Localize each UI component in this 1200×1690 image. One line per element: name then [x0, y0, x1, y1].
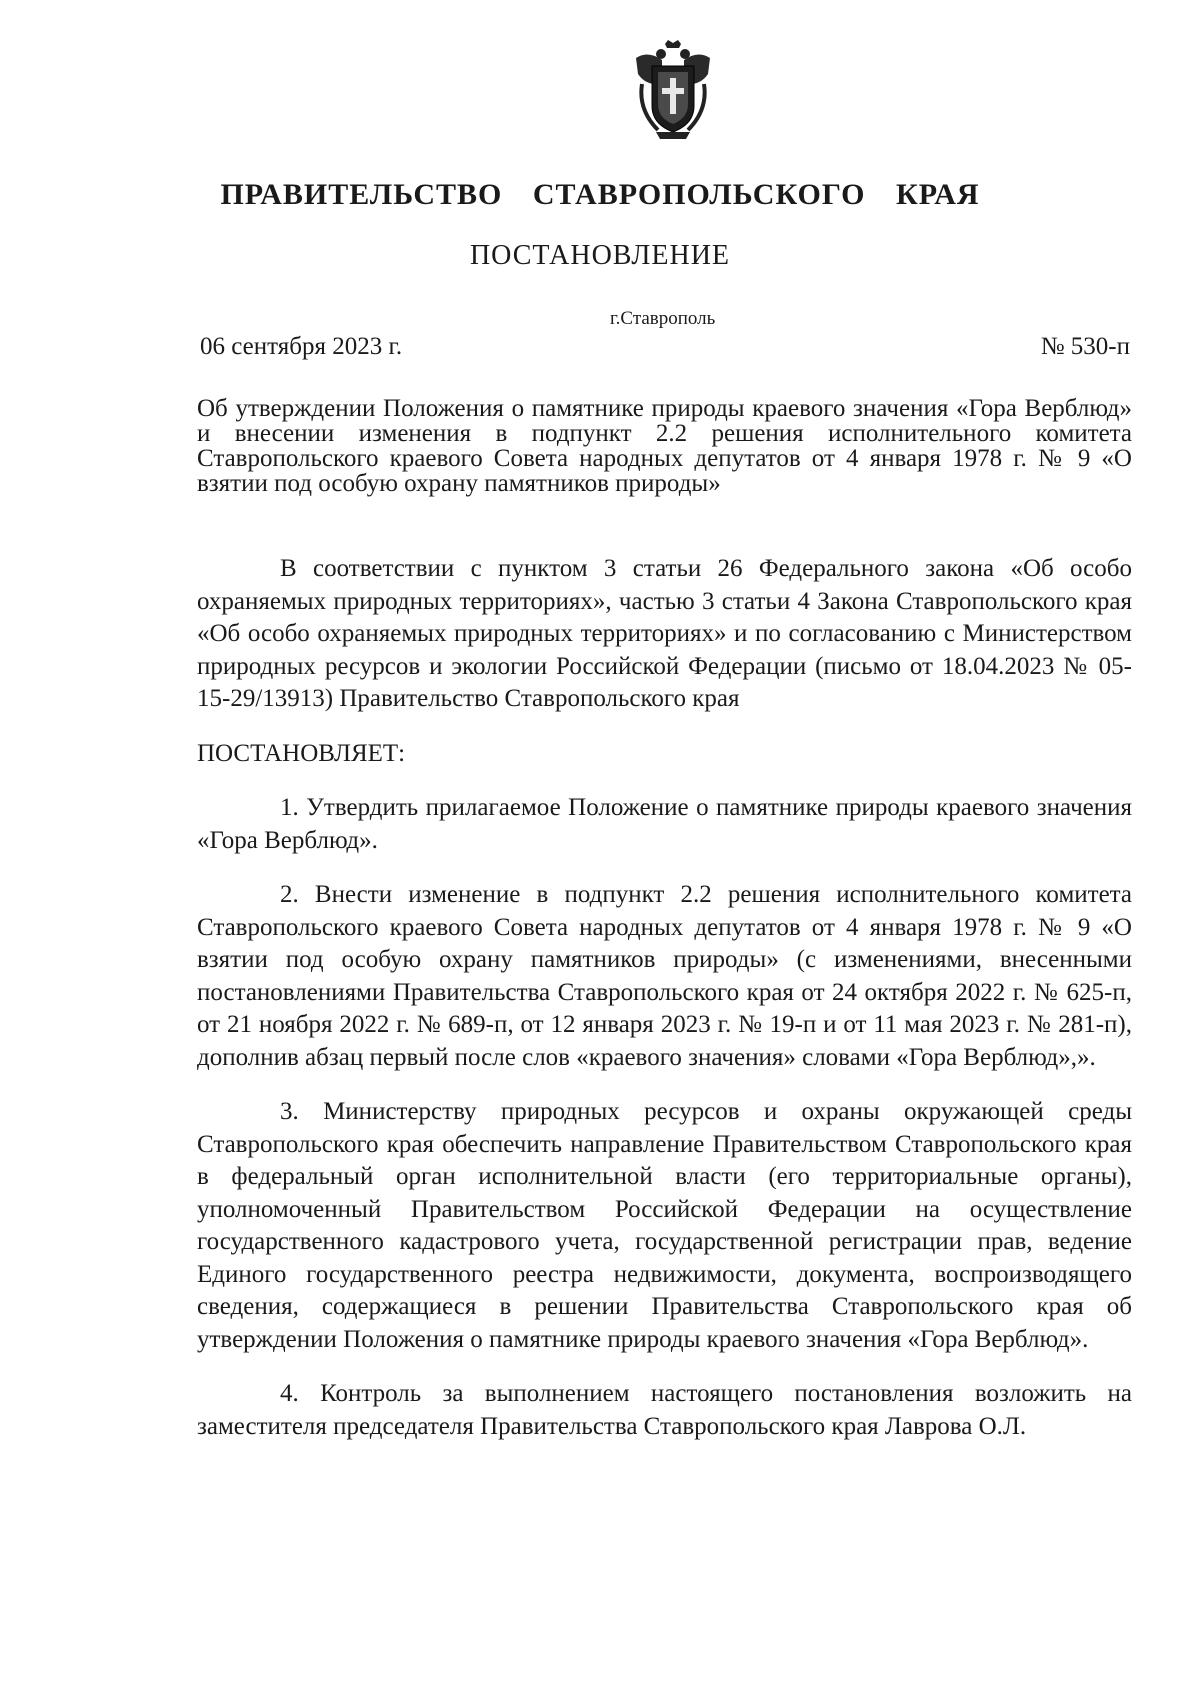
- item-paragraph: 1. Утвердить прилагаемое Положение о памятнике природы краевого значения «Гора Верблюд».: [197, 794, 1132, 854]
- government-title: ПРАВИТЕЛЬСТВО СТАВРОПОЛЬСКОГО КРАЯ: [220, 178, 980, 211]
- item-paragraph: 4. Контроль за выполнением настоящего постановления возложить на заместителя председателя Правительства Ставропольского края Лаврова О.Л.: [197, 1380, 1132, 1440]
- document-number: № 530-п: [1040, 333, 1130, 360]
- coat-of-arms-emblem: [628, 40, 718, 140]
- document-title: Об утверждении Положения о памятнике природы краевого значения «Гора Верблюд» и внесении изменения в подпункт 2.2 решения исполнительного комитета Ставропольского краевого Совета народных депутатов от 4 января 1978 г. № 9 «О взятии под особую охрану памятников природы»: [197, 395, 1132, 497]
- document-date: 06 сентября 2023 г.: [200, 333, 403, 360]
- item-paragraph: 2. Внести изменение в подпункт 2.2 решения исполнительного комитета Ставропольского краевого Совета народных депутатов от 4 января 1978 г. № 9 «О взятии под особую охрану памятников природы» (с изменениями, внесенными постановлениями Правительства Ставропольского края от 24 октября 2022 г. № 625-п, от 21 ноября 2022 г. № 689-п, от 12 января 2023 г. № 19-п и от 11 мая 2023 г. № 281-п), дополнив абзац первый после слов «краевого значения» словами «Гора Верблюд»,».: [197, 881, 1132, 1071]
- resolves-heading: ПОСТАНОВЛЯЕТ:: [197, 739, 406, 767]
- document-body: [197, 553, 1132, 1443]
- preamble-paragraph: В соответствии с пунктом 3 статьи 26 Федерального закона «Об особо охраняемых природных территориях», частью 3 статьи 4 Закона Ставропольского края «Об особо охраняемых природных территориях» и по согласованию с Министерством природных ресурсов и экологии Российской Федерации (письмо от 18.04.2023 № 05-15-29/13913) Правительство Ставропольского края: [197, 555, 1132, 712]
- document-city: г.Ставрополь: [610, 308, 716, 329]
- item-paragraph: 3. Министерству природных ресурсов и охраны окружающей среды Ставропольского края обеспечить направление Правительством Ставропольского края в федеральный орган исполнительной власти (его территориальные органы), уполномоченный Правительством Российской Федерации на осуществление государственного кадастрового учета, государственной регистрации прав, ведение Единого государственного реестра недвижимости, документа, воспроизводящего сведения, содержащиеся в решении Правительства Ставропольского края об утверждении Положения о памятнике природы краевого значения «Гора Верблюд».: [197, 1098, 1132, 1353]
- document-type: ПОСТАНОВЛЕНИЕ: [469, 240, 731, 271]
